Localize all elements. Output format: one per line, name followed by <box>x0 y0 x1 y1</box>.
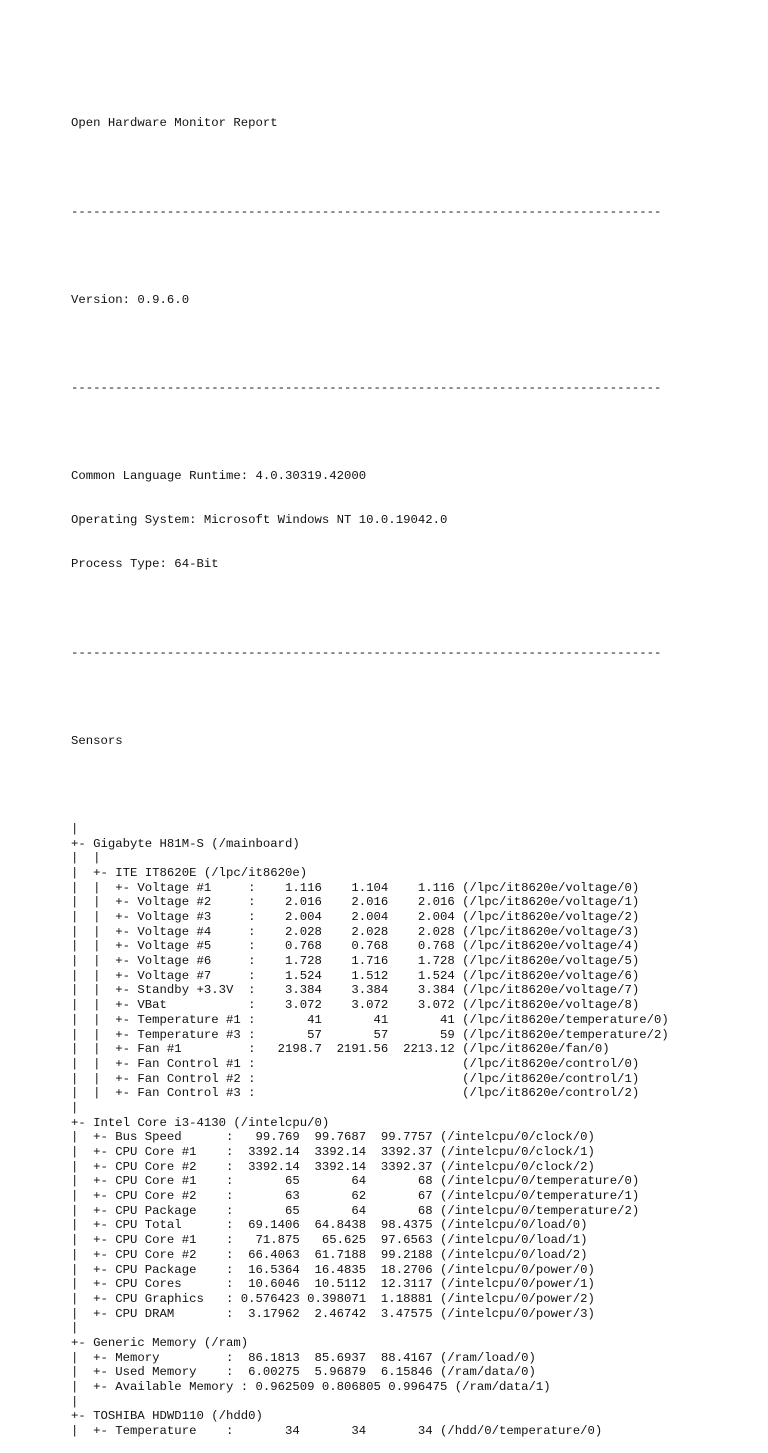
blank-line <box>71 425 669 440</box>
blank-line <box>71 161 669 176</box>
sensor-tree-line: | +- CPU Core #1 : 3392.14 3392.14 3392.37 (/intelcpu/0/clock/1) <box>71 1145 595 1160</box>
sensor-tree-line: | | +- Voltage #2 : 2.016 2.016 2.016 (/lpc/it8620e/voltage/1) <box>71 895 640 910</box>
sensor-tree-line: | +- CPU Cores : 10.6046 10.5112 12.3117 (/intelcpu/0/power/1) <box>71 1277 595 1292</box>
sensor-tree-line: | +- Available Memory : 0.962509 0.806805 0.996475 (/ram/data/1) <box>71 1380 551 1395</box>
sensor-tree-line: | +- Bus Speed : 99.769 99.7687 99.7757 (/intelcpu/0/clock/0) <box>71 1130 595 1145</box>
blank-line <box>71 337 669 352</box>
report-document <box>71 87 669 1453</box>
sensor-tree-line: +- Intel Core i3-4130 (/intelcpu/0) <box>71 1115 330 1130</box>
sensor-tree-line: +- TOSHIBA HDWD110 (/hdd0) <box>71 1409 263 1424</box>
sensor-tree <box>71 822 669 1439</box>
sensor-tree-line: | +- CPU DRAM : 3.17962 2.46742 3.47575 (/intelcpu/0/power/3) <box>71 1306 595 1321</box>
sensor-tree-line: | +- ITE IT8620E (/lpc/it8620e) <box>71 865 308 880</box>
sensor-tree-line: | | +- Fan Control #1 : (/lpc/it8620e/control/0) <box>71 1056 640 1071</box>
sensor-tree-line: | | +- Voltage #7 : 1.524 1.512 1.524 (/lpc/it8620e/voltage/6) <box>71 968 640 983</box>
sensor-tree-line: +- Gigabyte H81M-S (/mainboard) <box>71 836 300 851</box>
sensor-tree-line: | +- CPU Package : 16.5364 16.4835 18.2706 (/intelcpu/0/power/0) <box>71 1262 595 1277</box>
report-title: Open Hardware Monitor Report <box>71 116 278 131</box>
sensor-tree-line: | | +- Voltage #4 : 2.028 2.028 2.028 (/lpc/it8620e/voltage/3) <box>71 924 640 939</box>
sensor-tree-line: | | +- Temperature #3 : 57 57 59 (/lpc/it8620e/temperature/2) <box>71 1027 669 1042</box>
sensor-tree-line: | | +- Voltage #3 : 2.004 2.004 2.004 (/lpc/it8620e/voltage/2) <box>71 910 640 925</box>
runtime-line: Common Language Runtime: 4.0.30319.42000 <box>71 469 367 484</box>
sensor-tree-line: | +- CPU Core #2 : 66.4063 61.7188 99.2188 (/intelcpu/0/load/2) <box>71 1247 588 1262</box>
separator-line: -------------------------------------------------------------------------------- <box>71 380 662 395</box>
sensor-tree-line: | +- CPU Total : 69.1406 64.8438 98.4375 (/intelcpu/0/load/0) <box>71 1218 588 1233</box>
sensor-tree-line: | <box>71 1394 79 1409</box>
sensor-tree-line: | | +- Standby +3.3V : 3.384 3.384 3.384 (/lpc/it8620e/voltage/7) <box>71 983 640 998</box>
sensor-tree-line: | | +- Voltage #5 : 0.768 0.768 0.768 (/lpc/it8620e/voltage/4) <box>71 939 640 954</box>
process-type-line: Process Type: 64-Bit <box>71 557 219 572</box>
sensor-tree-line: | | +- Voltage #6 : 1.728 1.716 1.728 (/lpc/it8620e/voltage/5) <box>71 954 640 969</box>
sensor-tree-line: | | +- Voltage #1 : 1.116 1.104 1.116 (/lpc/it8620e/voltage/0) <box>71 880 640 895</box>
sensor-tree-line: | +- CPU Core #1 : 71.875 65.625 97.6563 (/intelcpu/0/load/1) <box>71 1233 588 1248</box>
sensor-tree-line: | +- CPU Core #2 : 63 62 67 (/intelcpu/0/temperature/1) <box>71 1189 640 1204</box>
sensor-tree-line: | <box>71 1100 79 1115</box>
sensor-tree-line: | +- CPU Core #2 : 3392.14 3392.14 3392.37 (/intelcpu/0/clock/2) <box>71 1159 595 1174</box>
sensor-tree-line: | +- CPU Graphics : 0.576423 0.398071 1.18881 (/intelcpu/0/power/2) <box>71 1291 595 1306</box>
blank-line <box>71 778 669 793</box>
blank-line <box>71 601 669 616</box>
sensor-tree-line: | <box>71 1321 79 1336</box>
sensor-tree-line: | | +- Fan #1 : 2198.7 2191.56 2213.12 (/lpc/it8620e/fan/0) <box>71 1042 610 1057</box>
version-line: Version: 0.9.6.0 <box>71 292 190 307</box>
sensor-tree-line: | +- Memory : 86.1813 85.6937 88.4167 (/ram/load/0) <box>71 1350 536 1365</box>
sensors-heading: Sensors <box>71 733 123 748</box>
sensor-tree-line: | +- CPU Core #1 : 65 64 68 (/intelcpu/0/temperature/0) <box>71 1174 640 1189</box>
sensor-tree-line: | | +- Fan Control #3 : (/lpc/it8620e/control/2) <box>71 1086 640 1101</box>
sensor-tree-line: | | +- Fan Control #2 : (/lpc/it8620e/control/1) <box>71 1071 640 1086</box>
sensor-tree-line: | +- Temperature : 34 34 34 (/hdd/0/temperature/0) <box>71 1424 603 1439</box>
sensor-tree-line: | <box>71 821 79 836</box>
sensor-tree-line: | | <box>71 851 101 866</box>
separator-line: -------------------------------------------------------------------------------- <box>71 645 662 660</box>
blank-line <box>71 690 669 705</box>
separator-line: -------------------------------------------------------------------------------- <box>71 204 662 219</box>
sensor-tree-line: | | +- VBat : 3.072 3.072 3.072 (/lpc/it8620e/voltage/8) <box>71 998 640 1013</box>
sensor-tree-line: | | +- Temperature #1 : 41 41 41 (/lpc/it8620e/temperature/0) <box>71 1012 669 1027</box>
sensor-tree-line: | +- Used Memory : 6.00275 5.96879 6.15846 (/ram/data/0) <box>71 1365 536 1380</box>
sensor-tree-line: | +- CPU Package : 65 64 68 (/intelcpu/0/temperature/2) <box>71 1203 640 1218</box>
sensor-tree-line: +- Generic Memory (/ram) <box>71 1335 249 1350</box>
blank-line <box>71 249 669 264</box>
os-line: Operating System: Microsoft Windows NT 10.0.19042.0 <box>71 513 448 528</box>
